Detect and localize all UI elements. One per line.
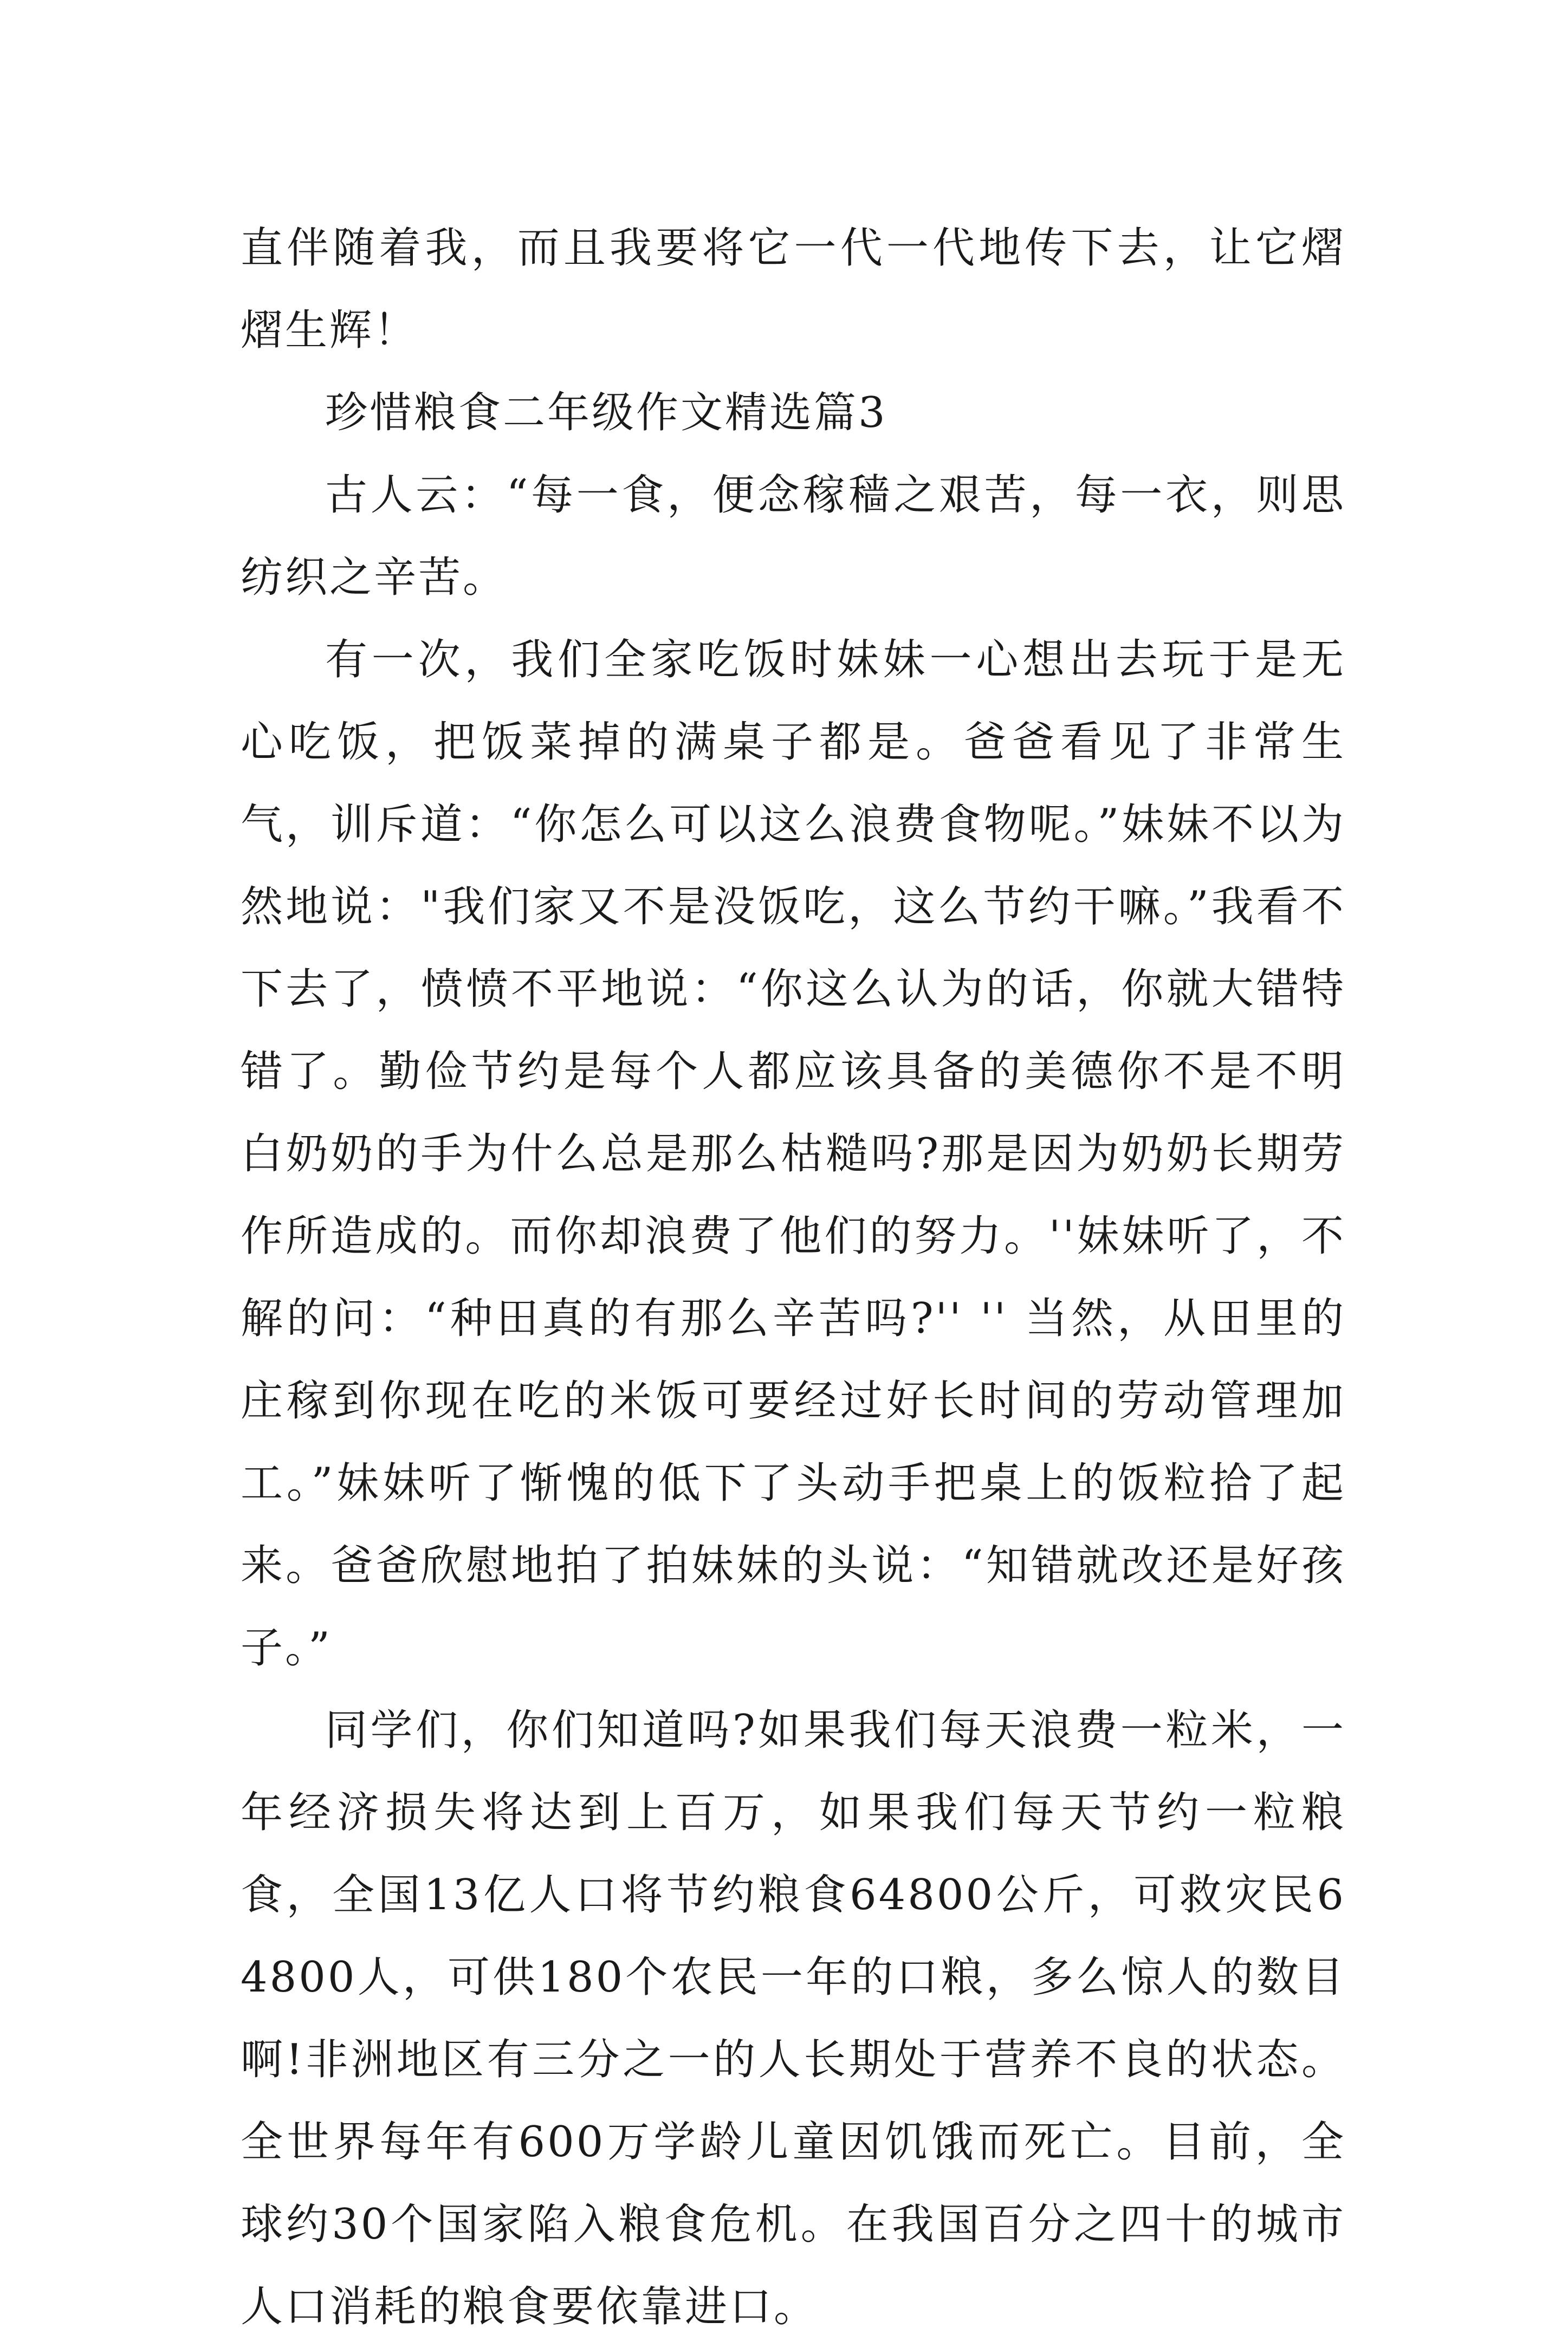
paragraph-story: 有一次，我们全家吃饭时妹妹一心想出去玩于是无心吃饭，把饭菜掉的满桌子都是。爸爸看见了非常生气，训斥道：“你怎么可以这么浪费食物呢。”妹妹不以为然地说："我们家又不是没饭吃，这么节约干嘛。”我看不下去了，愤愤不平地说：“你这么认为的话，你就大错特错了。勤俭节约是每个人都应该具备的美德你不是不明白奶奶的手为什么总是那么枯糙吗?那是因为奶奶长期劳作所造成的。而你却浪费了他们的努力。''妹妹听了，不解的问：“种田真的有那么辛苦吗?'' '' 当然，从田里的庄稼到你现在吃的米饭可要经过好长时间的劳动管理加工。”妹妹听了惭愧的低下了头动手把桌上的饭粒拾了起来。爸爸欣慰地拍了拍妹妹的头说：“知错就改还是好孩子。” (241, 635, 1346, 1672)
body-text (241, 207, 1346, 2348)
continuation-paragraph: 直伴随着我，而且我要将它一代一代地传下去，让它熠熠生辉！ (241, 224, 1346, 355)
section-title: 珍惜粮食二年级作文精选篇3 (325, 388, 887, 437)
paragraph-facts: 同学们，你们知道吗?如果我们每天浪费一粒米，一年经济损失将达到上百万，如果我们每天节约一粒粮食，全国13亿人口将节约粮食64800公斤，可救灾民64800人，可供180个农民一年的口粮，多么惊人的数目啊!非洲地区有三分之一的人长期处于营养不良的状态。全世界每年有600万学龄儿童因饥饿而死亡。目前，全球约30个国家陷入粮食危机。在我国百分之四十的城市人口消耗的粮食要依靠进口。 (241, 1706, 1346, 2331)
paragraph-quote: 古人云：“每一食，便念稼穑之艰苦，每一衣，则思纺织之辛苦。 (241, 471, 1346, 602)
